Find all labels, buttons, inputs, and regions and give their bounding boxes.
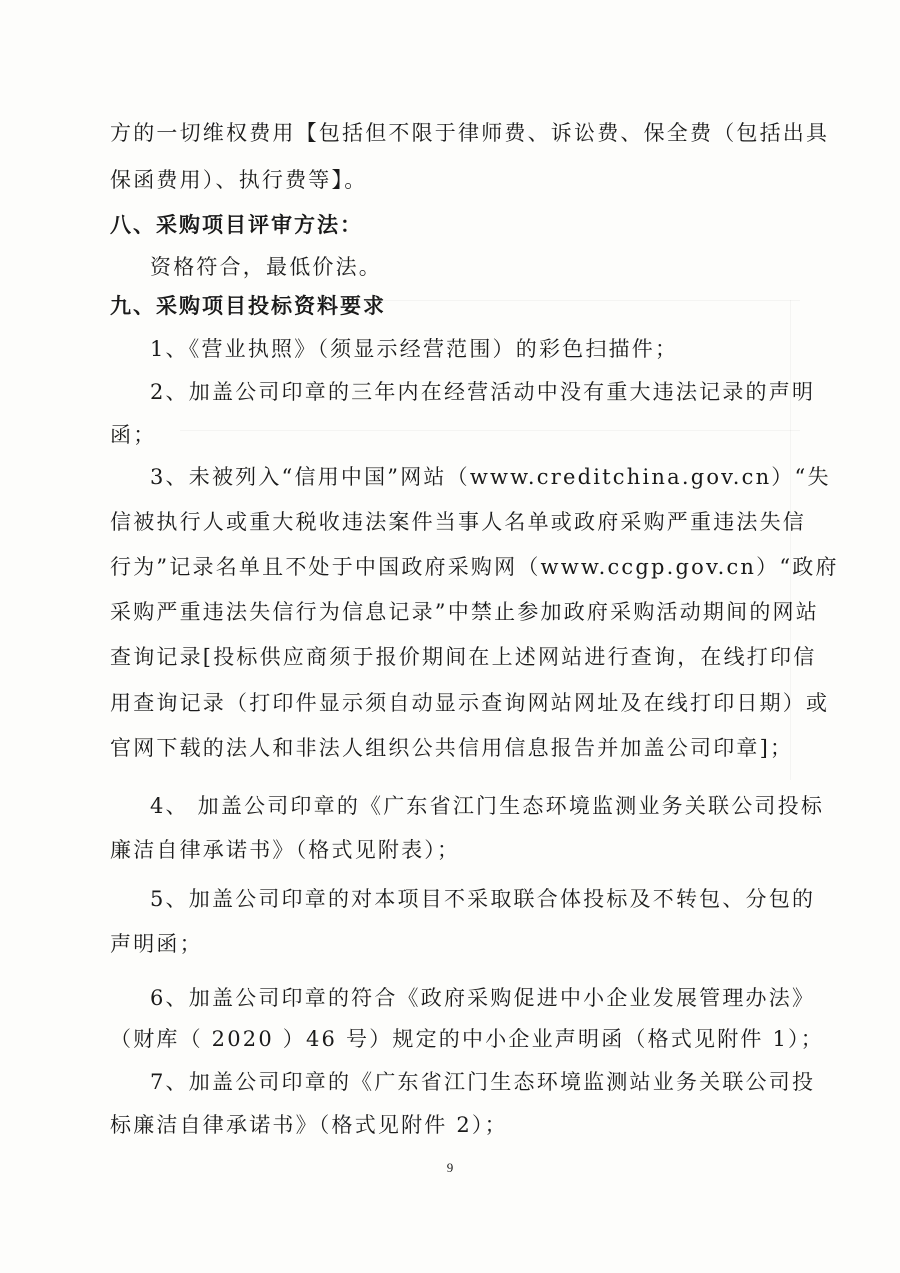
paragraph-line: 函； xyxy=(110,423,157,447)
list-item-2: 2、加盖公司印章的三年内在经营活动中没有重大违法记录的声明 xyxy=(150,380,816,404)
list-item-3: 3、未被列入“信用中国”网站（www.creditchina.gov.cn）“失 xyxy=(150,465,831,489)
list-item-7: 7、加盖公司印章的《广东省江门生态环境监测站业务关联公司投 xyxy=(150,1070,816,1094)
section-heading-requirements: 九、采购项目投标资料要求 xyxy=(110,294,386,318)
paragraph-line: 资格符合，最低价法。 xyxy=(150,255,382,279)
paragraph-line: 方的一切维权费用【包括但不限于律师费、诉讼费、保全费（包括出具 xyxy=(110,121,830,145)
paragraph-line: 查询记录[投标供应商须于报价期间在上述网站进行查询，在线打印信 xyxy=(110,645,817,669)
paragraph-line: 声明函； xyxy=(110,932,203,956)
paragraph-line: 标廉洁自律承诺书》（格式见附件 2）； xyxy=(110,1113,508,1137)
paragraph-line: 用查询记录（打印件显示须自动显示查询网站网址及在线打印日期）或 xyxy=(110,691,830,715)
list-item-4: 4、 加盖公司印章的《广东省江门生态环境监测业务关联公司投标 xyxy=(150,794,825,818)
paragraph-line: 保函费用）、执行费等】。 xyxy=(110,168,368,192)
list-item-6: 6、加盖公司印章的符合《政府采购促进中小企业发展管理办法》 xyxy=(150,986,816,1010)
list-item-1: 1、《营业执照》（须显示经营范围）的彩色扫描件； xyxy=(150,337,679,361)
paragraph-line: 采购严重违法失信行为信息记录”中禁止参加政府采购活动期间的网站 xyxy=(110,600,819,624)
paragraph-line: 廉洁自律承诺书》（格式见附表）； xyxy=(110,838,461,862)
paragraph-line: 官网下载的法人和非法人组织公共信用信息报告并加盖公司印章]； xyxy=(110,736,794,760)
paragraph-line: （财库（ 2020 ）46 号）规定的中小企业声明函（格式见附件 1）； xyxy=(110,1027,824,1051)
paragraph-line: 行为”记录名单且不处于中国政府采购网（www.ccgp.gov.cn）“政府 xyxy=(110,555,839,579)
section-heading-evaluation: 八、采购项目评审方法： xyxy=(110,213,363,237)
bleed-through-line xyxy=(180,430,800,431)
paragraph-line: 信被执行人或重大税收违法案件当事人名单或政府采购严重违法失信 xyxy=(110,510,806,534)
list-item-5: 5、加盖公司印章的对本项目不采取联合体投标及不转包、分包的 xyxy=(150,887,816,911)
page-number: 9 xyxy=(446,1160,454,1175)
